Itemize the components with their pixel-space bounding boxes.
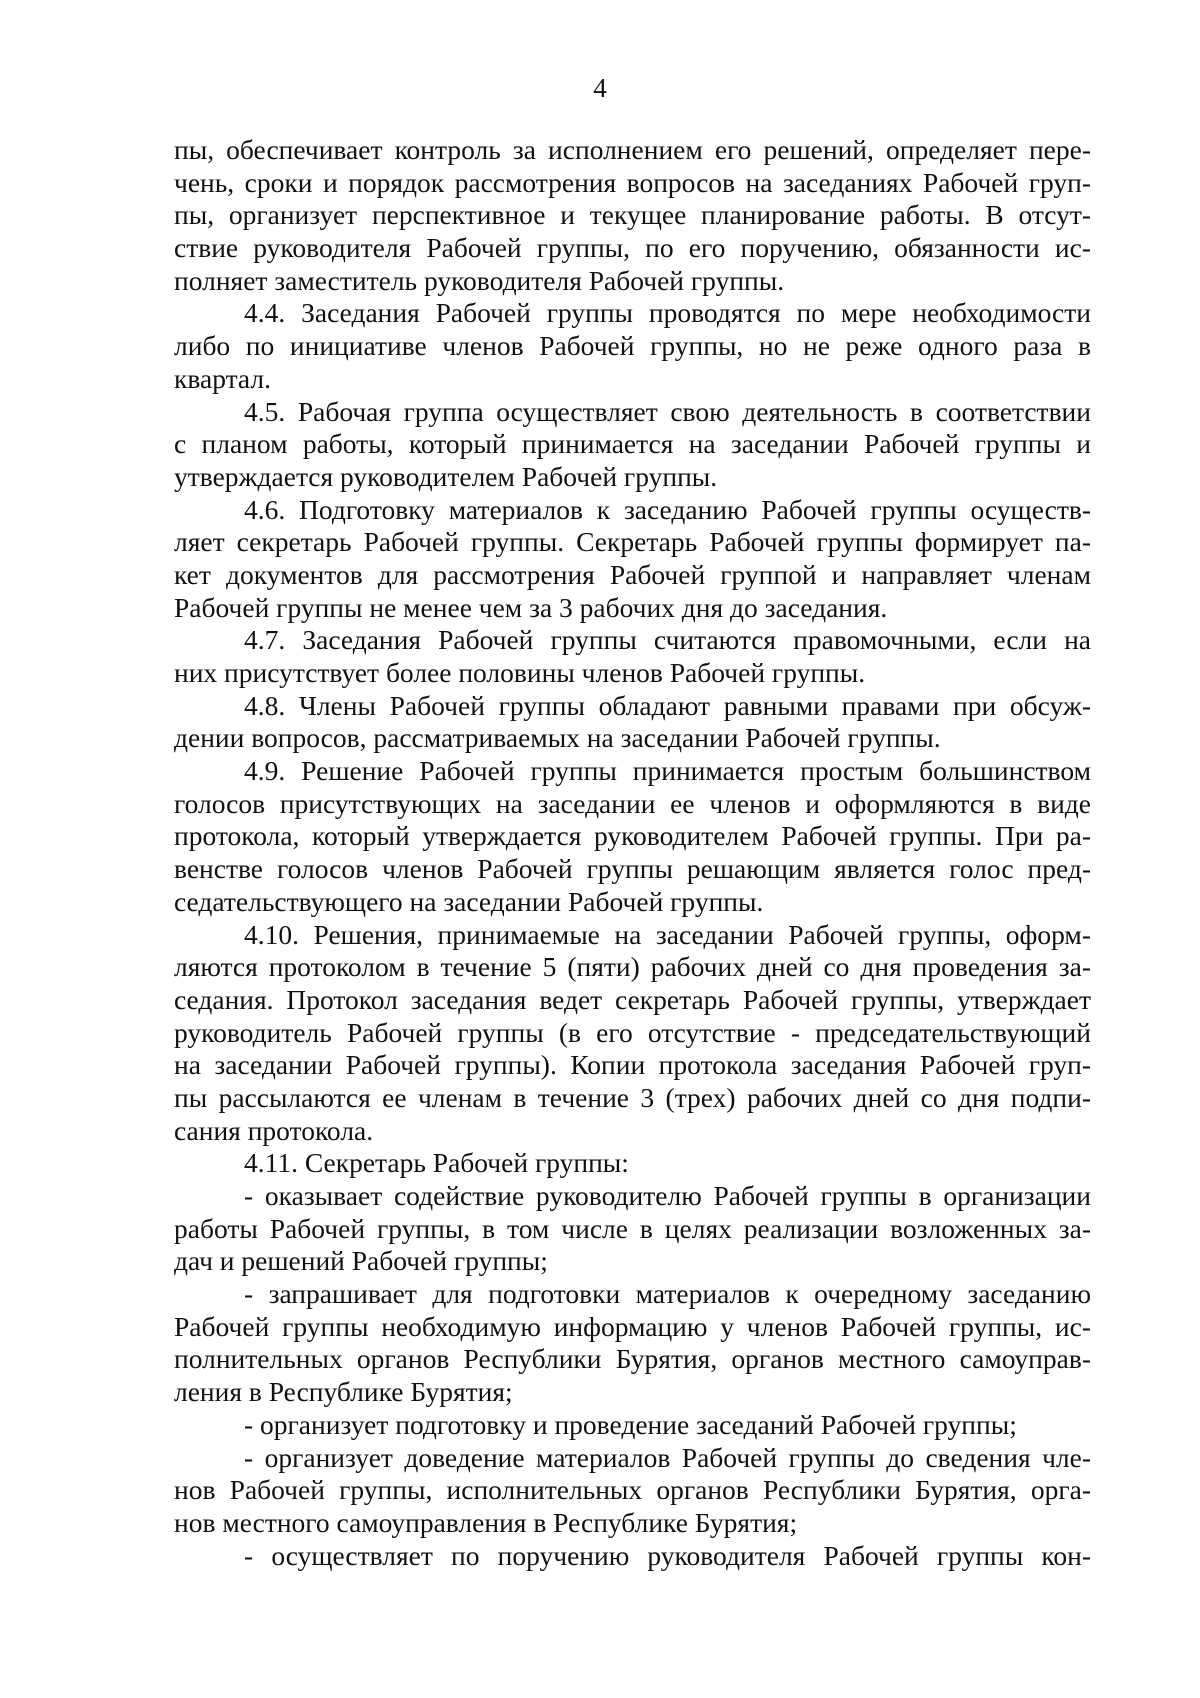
text-line: дении вопросов, рассматриваемых на заседании Рабочей группы. [174,722,941,754]
text-line: ствие руководителя Рабочей группы, по его поручению, обязанности ис- [174,232,1091,264]
text-line: 4.9. Решение Рабочей группы принимается простым большинством [244,755,1091,787]
text-line: утверждается руководителем Рабочей группы. [174,460,718,492]
text-line: с планом работы, который принимается на заседании Рабочей группы и [174,428,1091,460]
text-line: Рабочей группы необходимую информацию у членов Рабочей группы, ис- [174,1310,1091,1342]
text-line: голосов присутствующих на заседании ее членов и оформляются в виде [174,787,1091,819]
text-line: 4.5. Рабочая группа осуществляет свою деятельность в соответствии [244,395,1091,427]
text-line: - оказывает содействие руководителю Рабочей группы в организации [244,1180,1091,1211]
text-line: на заседании Рабочей группы). Копии протокола заседания Рабочей груп- [174,1049,1091,1081]
text-line: либо по инициативе членов Рабочей группы, но не реже одного раза в [174,330,1091,362]
text-line: венстве голосов членов Рабочей группы решающим является голос пред- [174,853,1091,885]
text-line: работы Рабочей группы, в том числе в целях реализации возложенных за- [174,1212,1091,1244]
text-line: - запрашивает для подготовки материалов к очередному заседанию [244,1278,1091,1310]
text-line: ляются протоколом в течение 5 (пяти) рабочих дней со дня проведения за- [174,951,1091,983]
text-line: дач и решений Рабочей группы; [174,1245,548,1277]
text-line: пы, организует перспективное и текущее планирование работы. В отсут- [174,199,1091,231]
text-line: полнительных органов Республики Бурятия, органов местного самоуправ- [174,1343,1091,1375]
text-line: нов Рабочей группы, исполнительных органов Республики Бурятия, орга- [174,1474,1091,1506]
text-line: 4.8. Члены Рабочей группы обладают равными правами при обсуж- [244,689,1091,721]
text-line: протокола, который утверждается руководителем Рабочей группы. При ра- [174,820,1091,852]
text-line: сания протокола. [174,1114,374,1146]
text-line: Рабочей группы не менее чем за 3 рабочих дня до заседания. [174,591,888,623]
text-line: руководитель Рабочей группы (в его отсутствие - председательствующий [174,1016,1091,1048]
text-line: 4.11. Секретарь Рабочей группы: [244,1147,629,1179]
text-line: квартал. [174,362,271,394]
text-line: пы, обеспечивает контроль за исполнением его решений, определяет пере- [174,134,1091,165]
text-line: полняет заместитель руководителя Рабочей группы. [174,264,785,296]
text-line: ляет секретарь Рабочей группы. Секретарь Рабочей группы формирует па- [174,526,1091,558]
text-line: пы рассылаются ее членам в течение 3 (трех) рабочих дней со дня подпи- [174,1081,1091,1113]
page-number: 4 [593,73,607,103]
document-body [174,134,1091,1572]
text-line: ления в Республике Бурятия; [174,1376,513,1408]
text-line: чень, сроки и порядок рассмотрения вопросов на заседаниях Рабочей груп- [174,166,1091,198]
text-line: 4.7. Заседания Рабочей группы считаются правомочными, если на [244,624,1091,656]
text-line: 4.10. Решения, принимаемые на заседании Рабочей группы, оформ- [244,918,1091,950]
text-line: седательствующего на заседании Рабочей группы. [174,885,764,917]
text-line: - осуществляет по поручению руководителя Рабочей группы кон- [244,1539,1091,1571]
text-line: кет документов для рассмотрения Рабочей группой и направляет членам [174,558,1091,590]
text-line: них присутствует более половины членов Рабочей группы. [174,657,866,688]
text-line: 4.6. Подготовку материалов к заседанию Рабочей группы осуществ- [244,493,1091,525]
text-line: - организует доведение материалов Рабочей группы до сведения чле- [244,1441,1091,1473]
text-line: седания. Протокол заседания ведет секретарь Рабочей группы, утверждает [174,983,1091,1015]
text-line: 4.4. Заседания Рабочей группы проводятся по мере необходимости [244,297,1091,329]
text-line: - организует подготовку и проведение заседаний Рабочей группы; [244,1408,1017,1440]
text-line: нов местного самоуправления в Республике Бурятия; [174,1506,798,1538]
